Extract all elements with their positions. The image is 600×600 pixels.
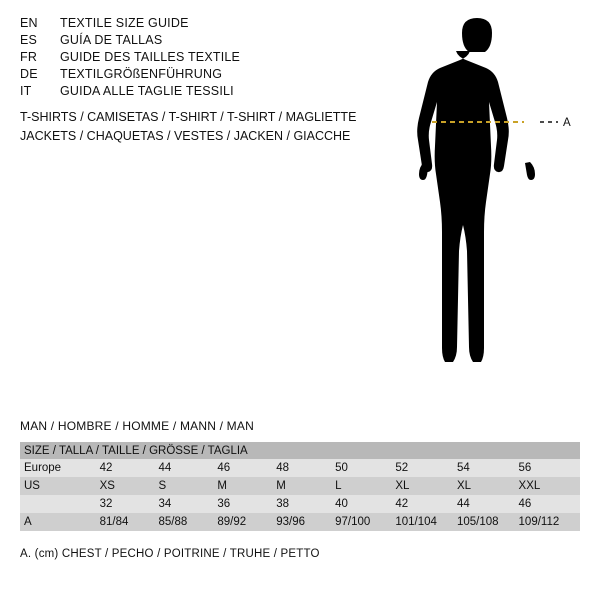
cell-a-6: 101/104	[395, 513, 457, 531]
cell-usnum-6: 42	[395, 495, 457, 513]
language-code-en: EN	[20, 16, 38, 30]
cell-us-5: L	[335, 477, 395, 495]
language-text-fr: GUIDE DES TAILLES TEXTILE	[60, 50, 241, 64]
cell-a-2: 85/88	[158, 513, 217, 531]
table-section-label: MAN / HOMBRE / HOMME / MANN / MAN	[20, 419, 254, 433]
measurement-footnote: A. (cm) CHEST / PECHO / POITRINE / TRUHE / PETTO	[20, 548, 320, 560]
cell-us-3: M	[217, 477, 276, 495]
cell-europe-1: 42	[100, 459, 159, 477]
language-code-es: ES	[20, 33, 38, 47]
table-row	[20, 495, 580, 513]
row-label-europe: Europe	[20, 459, 100, 477]
callout-label-a: A	[563, 117, 571, 129]
row-label-us: US	[20, 477, 100, 495]
cell-usnum-1: 32	[100, 495, 159, 513]
cell-usnum-3: 36	[217, 495, 276, 513]
cell-a-7: 105/108	[457, 513, 519, 531]
language-text-de: TEXTILGRÖßENFÜHRUNG	[60, 67, 223, 81]
language-text-it: GUIDA ALLE TAGLIE TESSILI	[60, 84, 234, 98]
row-label-a: A	[20, 513, 100, 531]
cell-europe-6: 52	[395, 459, 457, 477]
cell-us-1: XS	[100, 477, 159, 495]
cell-a-3: 89/92	[217, 513, 276, 531]
language-row-fr	[20, 50, 380, 67]
cell-usnum-5: 40	[335, 495, 395, 513]
cell-usnum-2: 34	[158, 495, 217, 513]
cell-a-8: 109/112	[519, 513, 580, 531]
size-table	[20, 442, 580, 531]
language-code-it: IT	[20, 84, 32, 98]
body-figure	[400, 10, 600, 410]
cell-usnum-7: 44	[457, 495, 519, 513]
cell-a-4: 93/96	[276, 513, 335, 531]
cell-us-7: XL	[457, 477, 519, 495]
cell-a-1: 81/84	[100, 513, 159, 531]
language-text-es: GUÍA DE TALLAS	[60, 33, 163, 47]
language-row-en	[20, 16, 380, 33]
table-header-cell: SIZE / TALLA / TAILLE / GRÖSSE / TAGLIA	[20, 442, 580, 459]
cell-europe-8: 56	[519, 459, 580, 477]
language-row-es	[20, 33, 380, 50]
cell-europe-7: 54	[457, 459, 519, 477]
language-text-en: TEXTILE SIZE GUIDE	[60, 16, 189, 30]
cell-europe-3: 46	[217, 459, 276, 477]
category-jackets: JACKETS / CHAQUETAS / VESTES / JACKEN / GIACCHE	[20, 129, 351, 143]
cell-europe-2: 44	[158, 459, 217, 477]
language-row-it	[20, 84, 380, 101]
table-row	[20, 477, 580, 495]
cell-usnum-8: 46	[519, 495, 580, 513]
cell-us-6: XL	[395, 477, 457, 495]
cell-europe-5: 50	[335, 459, 395, 477]
cell-europe-4: 48	[276, 459, 335, 477]
table-row	[20, 459, 580, 477]
cell-us-4: M	[276, 477, 335, 495]
category-tshirts: T-SHIRTS / CAMISETAS / T-SHIRT / T-SHIRT / MAGLIETTE	[20, 110, 357, 124]
male-silhouette-icon	[400, 10, 600, 410]
table-row	[20, 513, 580, 531]
language-header	[20, 16, 380, 101]
row-label-us-numeric	[20, 495, 100, 513]
cell-a-5: 97/100	[335, 513, 395, 531]
cell-usnum-4: 38	[276, 495, 335, 513]
garment-categories	[20, 108, 420, 146]
language-code-de: DE	[20, 67, 38, 81]
cell-us-2: S	[158, 477, 217, 495]
language-code-fr: FR	[20, 50, 38, 64]
table-header-row	[20, 442, 580, 459]
language-row-de	[20, 67, 380, 84]
cell-us-8: XXL	[519, 477, 580, 495]
